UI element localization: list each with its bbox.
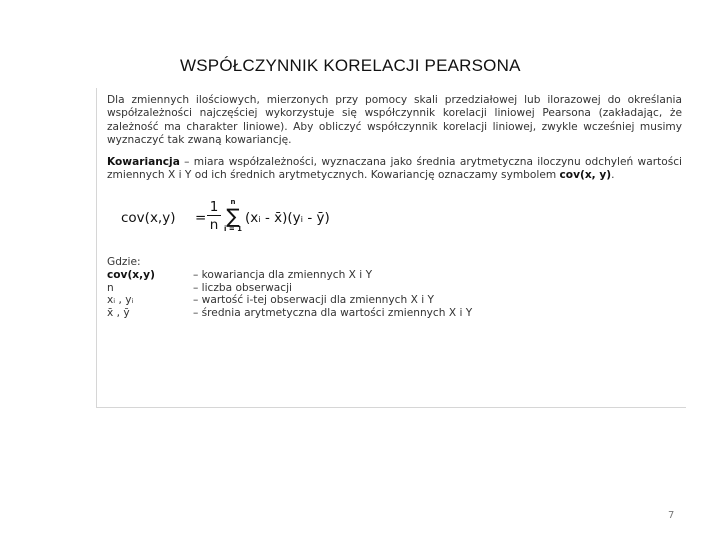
legend-row bbox=[107, 294, 682, 307]
formula-lhs: cov(x,y) bbox=[121, 210, 176, 227]
formula-equals: = bbox=[195, 210, 207, 227]
legend-symbol: xᵢ , yᵢ bbox=[107, 294, 134, 307]
covariance-symbol: cov(x, y) bbox=[559, 169, 612, 182]
legend-description: – wartość i-tej obserwacji dla zmiennych X i Y bbox=[193, 294, 434, 307]
sum-upper-limit: n bbox=[230, 198, 236, 207]
fraction-bar bbox=[207, 215, 221, 216]
formula-rhs: (xᵢ - x̄)(yᵢ - ȳ) bbox=[245, 210, 330, 227]
legend-description: – kowariancja dla zmiennych X i Y bbox=[193, 269, 373, 282]
content-image-box bbox=[96, 88, 686, 408]
intro-paragraph: Dla zmiennych ilościowych, mierzonych przy pomocy skali przedziałowej lub ilorazowej do określania współzależności najczęściej wykorzystuje się współczynnik korelacji liniowej Pearsona (zakładając, że zależność ma charakter liniowe). Aby obliczyć współczynnik korelacji liniowej, zwykle wcześniej musimy wyznaczyć tak zwaną kowariancję. bbox=[107, 94, 682, 147]
legend-description: – liczba obserwacji bbox=[193, 281, 292, 294]
legend-symbol: n bbox=[107, 281, 114, 294]
page-number: 7 bbox=[668, 510, 675, 521]
legend-heading: Gdzie: bbox=[107, 256, 141, 269]
covariance-definition bbox=[107, 156, 682, 183]
fraction-denominator: n bbox=[209, 217, 219, 234]
covariance-formula bbox=[107, 198, 682, 244]
legend-row bbox=[107, 307, 682, 320]
legend-row bbox=[107, 269, 682, 282]
formula-legend bbox=[107, 256, 682, 319]
summation bbox=[223, 198, 243, 234]
fraction-numerator: 1 bbox=[209, 199, 219, 216]
sum-lower-limit: i = 1 bbox=[223, 225, 242, 234]
covariance-text: – miara współzależności, wyznaczana jako średnia arytmetyczna iloczynu odchyleń wartości zmiennych X i Y od ich średnich arytmetycznych. Kowariancję oznaczamy symbolem bbox=[107, 155, 682, 182]
legend-description: – średnia arytmetyczna dla wartości zmiennych X i Y bbox=[193, 306, 473, 319]
sigma-symbol: ∑ bbox=[226, 204, 240, 229]
formula-fraction bbox=[207, 200, 221, 233]
legend-symbol: cov(x,y) bbox=[107, 269, 155, 282]
legend-row bbox=[107, 282, 682, 295]
slide-title: WSPÓŁCZYNNIK KORELACJI PEARSONA bbox=[180, 56, 521, 75]
covariance-term: Kowariancja bbox=[107, 155, 180, 168]
covariance-end: . bbox=[611, 169, 615, 182]
legend-symbol: x̄ , ȳ bbox=[107, 306, 130, 319]
